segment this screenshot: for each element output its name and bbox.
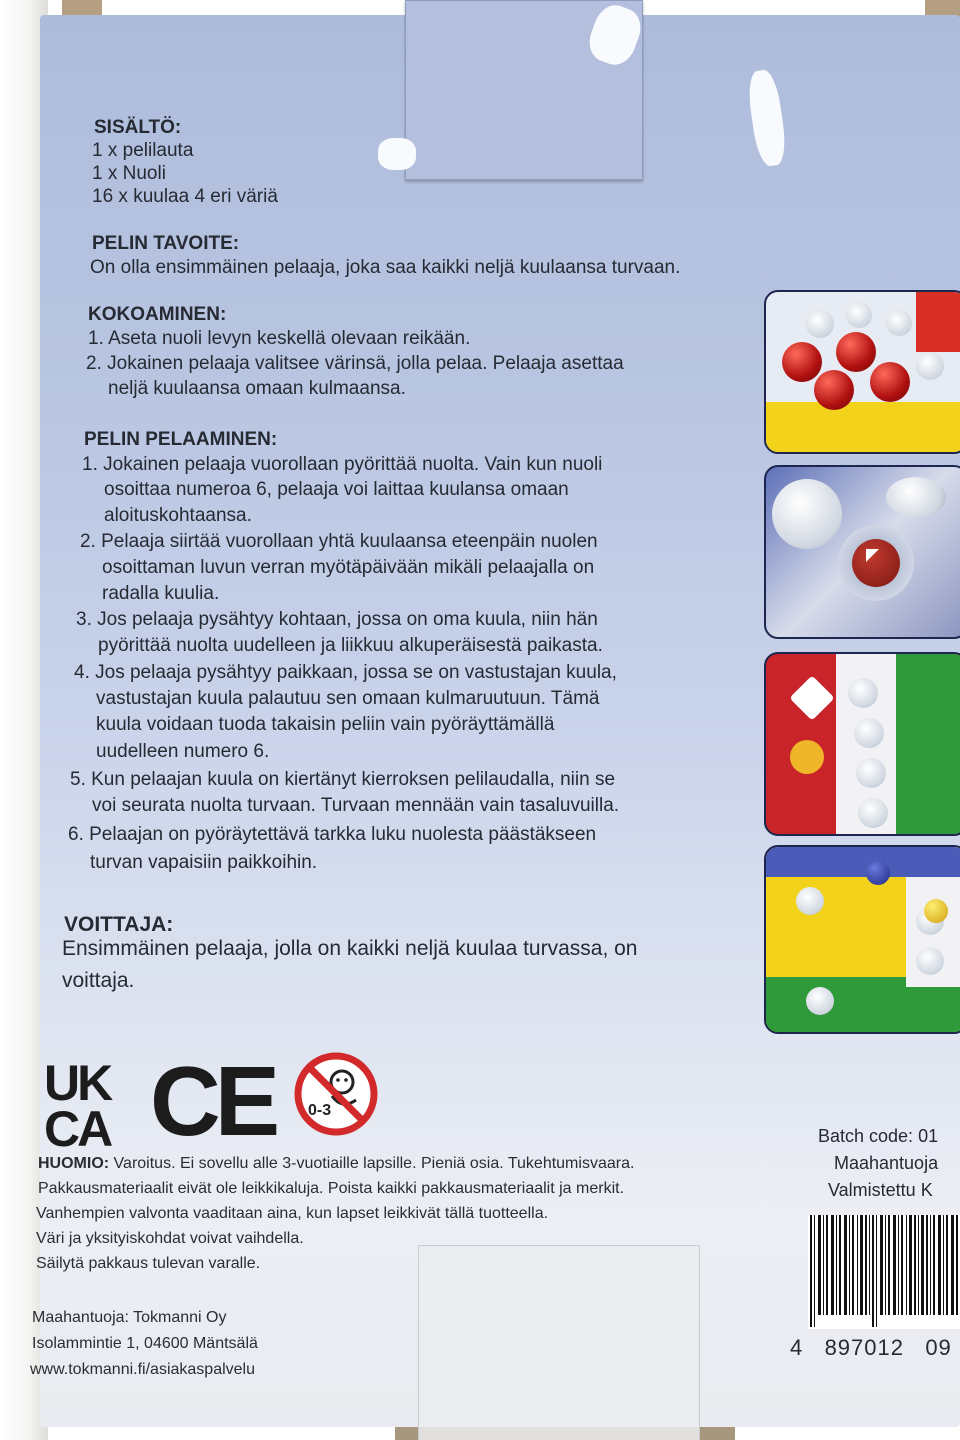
winner-heading: VOITTAJA:	[64, 913, 174, 936]
board-photo-spinner	[764, 465, 960, 639]
assembly-line: neljä kuulaansa omaan kulmaansa.	[108, 378, 406, 399]
ukca-mark	[42, 1055, 134, 1157]
right-info-line: Valmistettu K	[828, 1180, 933, 1200]
age-warning-icon	[292, 1050, 380, 1138]
contents-item: 1 x pelilauta	[92, 140, 194, 161]
barcode	[808, 1215, 960, 1329]
notice-line	[38, 1152, 634, 1176]
notice-line: Vanhempien valvonta vaaditaan aina, kun lapset leikkivät tällä tuotteella.	[36, 1205, 549, 1222]
playing-line: 6. Pelaajan on pyöräytettävä tarkka luku nuolesta päästäkseen	[68, 824, 597, 845]
playing-line: osoittaman luvun verran myötäpäivään mikäli pelaajalla on	[102, 557, 595, 578]
playing-line: uudelleen numero 6.	[96, 741, 270, 762]
goal-heading: PELIN TAVOITE:	[92, 233, 240, 254]
importer-line: Isolammintie 1, 04600 Mäntsälä	[32, 1335, 258, 1352]
playing-line: vastustajan kuula palautuu sen omaan kulmaruutuun. Tämä	[96, 688, 600, 709]
playing-line: 1. Jokainen pelaaja vuorollaan pyörittää nuolta. Vain kun nuoli	[82, 454, 603, 475]
playing-line: kuula voidaan tuoda takaisin peliin vain pyöräyttämällä	[96, 714, 555, 735]
contents-item: 1 x Nuoli	[92, 163, 166, 184]
assembly-heading: KOKOAMINEN:	[88, 304, 227, 325]
assembly-line: 2. Jokainen pelaaja valitsee värinsä, jolla pelaa. Pelaaja asettaa	[86, 353, 624, 374]
tape-patch	[418, 1245, 700, 1440]
assembly-line: 1. Aseta nuoli levyn keskellä olevaan reikään.	[88, 328, 471, 349]
importer-line: Maahantuoja: Tokmanni Oy	[32, 1309, 227, 1326]
notice-line: Pakkausmateriaalit eivät ole leikkikaluja. Poista kaikki pakkausmateriaalit ja merkit.	[38, 1180, 625, 1197]
board-photo-red	[764, 290, 960, 454]
playing-line: 5. Kun pelaajan kuula on kiertänyt kierroksen pelilaudalla, niin se	[70, 769, 616, 790]
age-label: 0-3	[308, 1102, 332, 1119]
board-photo-track	[764, 652, 960, 836]
playing-line: 2. Pelaaja siirtää vuorollaan yhtä kuulaansa eteenpäin nuolen	[80, 531, 598, 552]
notice-label: HUOMIO:	[38, 1155, 110, 1172]
playing-line: turvan vapaisiin paikkoihin.	[90, 852, 318, 873]
ce-mark: CE	[150, 1046, 275, 1156]
ukca-bottom-text: CA	[44, 1101, 111, 1157]
playing-line: osoittaa numeroa 6, pelaaja voi laittaa kuulansa omaan	[104, 479, 569, 500]
goal-text: On olla ensimmäinen pelaaja, joka saa kaikki neljä kuulaansa turvaan.	[90, 257, 681, 278]
playing-line: 4. Jos pelaaja pysähtyy paikkaan, jossa se on vastustajan kuula,	[74, 662, 617, 683]
notice-line: Väri ja yksityiskohdat voivat vaihdella.	[36, 1230, 304, 1247]
contents-item: 16 x kuulaa 4 eri väriä	[92, 186, 278, 207]
playing-heading: PELIN PELAAMINEN:	[84, 429, 278, 450]
playing-line: pyörittää nuolta uudelleen ja liikkuu alkuperäisestä paikasta.	[98, 635, 603, 656]
playing-line: voi seurata nuolta turvaan. Turvaan mennään vain tasaluvuilla.	[92, 795, 620, 816]
batch-code: Batch code: 01	[818, 1126, 939, 1146]
winner-line: voittaja.	[62, 969, 135, 992]
right-info-line: Maahantuoja	[834, 1153, 939, 1173]
notice-line: Säilytä pakkaus tulevan varalle.	[36, 1255, 261, 1272]
contents-heading: SISÄLTÖ:	[94, 117, 182, 138]
winner-line: Ensimmäinen pelaaja, jolla on kaikki neljä kuulaa turvassa, on	[62, 937, 638, 960]
playing-line: radalla kuulia.	[102, 583, 220, 604]
notice-first: Varoitus. Ei sovellu alle 3-vuotiaille lapsille. Pieniä osia. Tukehtumisvaara.	[109, 1155, 635, 1172]
board-photo-corner	[764, 845, 960, 1034]
ukca-top-text: UK	[44, 1055, 111, 1111]
importer-line: www.tokmanni.fi/asiakaspalvelu	[30, 1361, 255, 1378]
paper-tear	[378, 138, 416, 170]
playing-line: aloituskohtaansa.	[104, 505, 252, 526]
barcode-digits: 4 897012 09	[790, 1335, 952, 1360]
playing-line: 3. Jos pelaaja pysähtyy kohtaan, jossa on oma kuula, niin hän	[76, 609, 598, 630]
